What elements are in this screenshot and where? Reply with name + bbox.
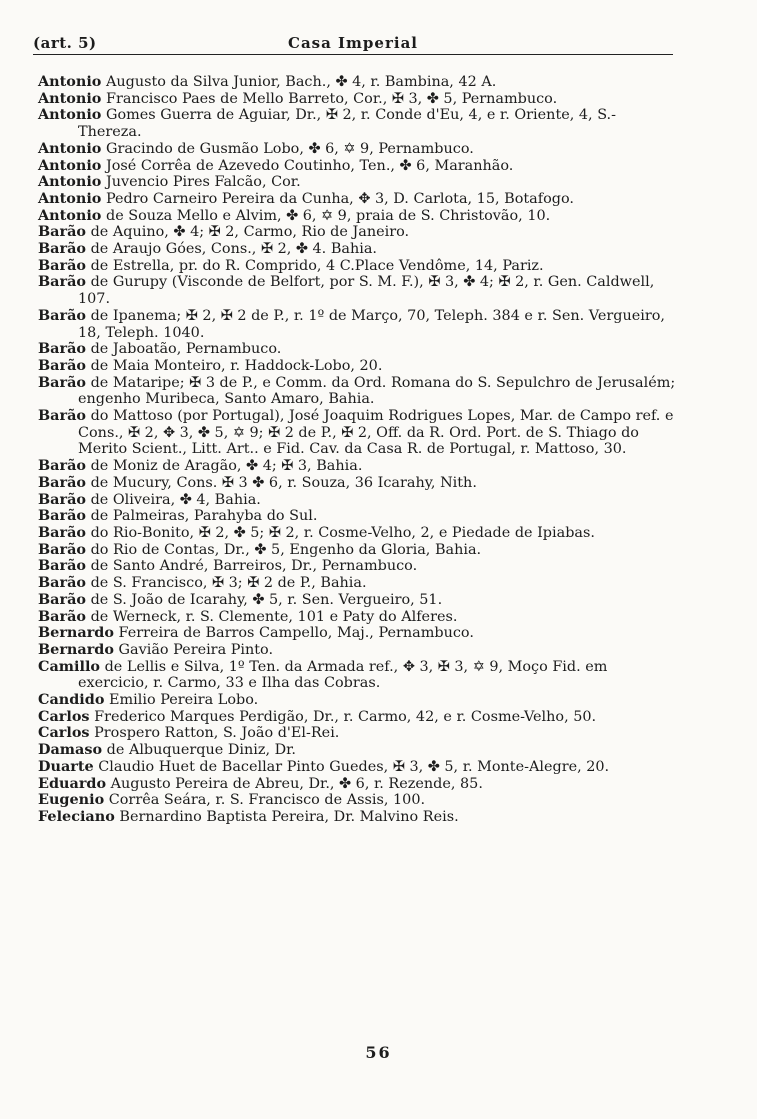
entry-text: de Mataripe; ✠ 3 de P., e Comm. da Ord. Romana do S. Sepulchro de Jerusalém; engenho Muribeca, Santo Amaro, Bahia. — [78, 374, 676, 408]
entry-name: Carlos — [38, 724, 90, 742]
entry-text: do Rio de Contas, Dr., ✤ 5, Engenho da Gloria, Bahia. — [86, 541, 482, 558]
entry-text: Emilio Pereira Lobo. — [104, 692, 259, 709]
entry-name: Barão — [38, 557, 86, 575]
entry-name: Barão — [38, 256, 86, 274]
entry-text: de Albuquerque Diniz, Dr. — [102, 742, 297, 759]
header-rule — [33, 54, 673, 55]
entry-text: Bernardino Baptista Pereira, Dr. Malvino Reis. — [114, 808, 459, 825]
entry-text: de Moniz de Aragão, ✤ 4; ✠ 3, Bahia. — [86, 458, 363, 475]
entry-name: Barão — [38, 473, 86, 491]
entry-text: Corrêa Seára, r. S. Francisco de Assis, 100. — [104, 792, 426, 809]
entry-name: Bernardo — [38, 624, 114, 642]
entry-name: Barão — [38, 490, 86, 508]
entry-text: Juvencio Pires Falcão, Cor. — [101, 174, 301, 191]
entry-name: Bernardo — [38, 640, 114, 658]
entry-name: Barão — [38, 306, 86, 324]
entry-name: Barão — [38, 540, 86, 558]
entry-list — [38, 74, 678, 826]
list-item — [38, 158, 678, 175]
entry-text: Ferreira de Barros Campello, Maj., Pernambuco. — [113, 625, 474, 642]
list-item — [38, 141, 678, 158]
list-item — [38, 208, 678, 225]
list-item — [38, 74, 678, 91]
page-title: Casa Imperial — [288, 34, 418, 52]
entry-text: Francisco Paes de Mello Barreto, Cor., ✠ 3, ✤ 5, Pernambuco. — [101, 90, 558, 107]
entry-name: Barão — [38, 273, 86, 291]
list-item — [38, 375, 678, 408]
list-item — [38, 642, 678, 659]
list-item — [38, 625, 678, 642]
list-item — [38, 659, 678, 692]
list-item — [38, 241, 678, 258]
entry-name: Eugenio — [38, 791, 105, 809]
entry-name: Damaso — [38, 741, 103, 759]
entry-name: Barão — [38, 356, 86, 374]
section-reference: (art. 5) — [33, 34, 97, 52]
list-item — [38, 776, 678, 793]
entry-name: Camillo — [38, 657, 101, 675]
entry-text: de Maia Monteiro, r. Haddock-Lobo, 20. — [86, 357, 383, 374]
entry-name: Barão — [38, 523, 86, 541]
list-item — [38, 408, 678, 458]
entry-name: Antonio — [38, 156, 102, 174]
list-item — [38, 224, 678, 241]
entry-name: Antonio — [38, 89, 102, 107]
entry-name: Barão — [38, 507, 86, 525]
list-item — [38, 358, 678, 375]
entry-name: Barão — [38, 340, 86, 358]
entry-text: de S. Francisco, ✠ 3; ✠ 2 de P., Bahia. — [86, 575, 367, 592]
entry-name: Antonio — [38, 106, 102, 124]
list-item — [38, 792, 678, 809]
entry-text: do Rio-Bonito, ✠ 2, ✤ 5; ✠ 2, r. Cosme-Velho, 2, e Piedade de Ipiabas. — [86, 524, 595, 541]
entry-name: Barão — [38, 607, 86, 625]
list-item — [38, 609, 678, 626]
entry-text: de Araujo Góes, Cons., ✠ 2, ✤ 4. Bahia. — [86, 241, 378, 258]
entry-name: Barão — [38, 373, 86, 391]
list-item — [38, 542, 678, 559]
entry-text: Prospero Ratton, S. João d'El-Rei. — [89, 725, 340, 742]
list-item — [38, 174, 678, 191]
list-item — [38, 258, 678, 275]
entry-text: de Jaboatão, Pernambuco. — [86, 341, 282, 358]
entry-name: Barão — [38, 590, 86, 608]
entry-text: de Oliveira, ✤ 4, Bahia. — [86, 491, 261, 508]
list-item — [38, 525, 678, 542]
entry-text: Gavião Pereira Pinto. — [113, 641, 274, 658]
list-item — [38, 107, 678, 140]
list-item — [38, 458, 678, 475]
list-item — [38, 725, 678, 742]
list-item — [38, 91, 678, 108]
list-item — [38, 692, 678, 709]
entry-text: de Werneck, r. S. Clemente, 101 e Paty do Alferes. — [86, 608, 458, 625]
entry-text: Augusto da Silva Junior, Bach., ✤ 4, r. Bambina, 42 A. — [101, 74, 497, 90]
list-item — [38, 558, 678, 575]
entry-name: Barão — [38, 223, 86, 241]
entry-name: Antonio — [38, 73, 102, 90]
entry-name: Antonio — [38, 139, 102, 157]
entry-name: Feleciano — [38, 807, 115, 825]
entry-text: de Estrella, pr. do R. Comprido, 4 C.Place Vendôme, 14, Pariz. — [86, 257, 544, 274]
list-item — [38, 575, 678, 592]
entry-text: de S. João de Icarahy, ✤ 5, r. Sen. Vergueiro, 51. — [86, 591, 443, 608]
entry-name: Antonio — [38, 189, 102, 207]
list-item — [38, 341, 678, 358]
list-item — [38, 191, 678, 208]
list-item — [38, 759, 678, 776]
entry-text: de Santo André, Barreiros, Dr., Pernambuco. — [86, 558, 418, 575]
list-item — [38, 709, 678, 726]
entry-text: Augusto Pereira de Abreu, Dr., ✤ 6, r. Rezende, 85. — [106, 775, 483, 792]
entry-text: de Palmeiras, Parahyba do Sul. — [86, 508, 318, 525]
entry-name: Duarte — [38, 757, 94, 775]
page-number: 56 — [365, 1043, 392, 1062]
entry-text: do Mattoso (por Portugal), José Joaquim Rodrigues Lopes, Mar. de Campo ref. e Cons., ✠ 2, ✥ 3, ✤ 5, ✡ 9; ✠ 2 de P., ✠ 2, Off. da R. Ord. Port. de S. Thiago do Merito Scient., Litt. Art.. e Fid. Cav. da Casa R. de Portugal, r. Mattoso, 30. — [78, 408, 674, 458]
entry-name: Antonio — [38, 206, 102, 224]
entry-text: de Mucury, Cons. ✠ 3 ✤ 6, r. Souza, 36 Icarahy, Nith. — [86, 474, 477, 491]
list-item — [38, 809, 678, 826]
entry-text: Pedro Carneiro Pereira da Cunha, ✥ 3, D. Carlota, 15, Botafogo. — [101, 190, 574, 207]
entry-text: José Corrêa de Azevedo Coutinho, Ten., ✤ 6, Maranhão. — [101, 157, 514, 174]
entry-name: Barão — [38, 240, 86, 258]
entry-text: de Gurupy (Visconde de Belfort, por S. M. F.), ✠ 3, ✤ 4; ✠ 2, r. Gen. Caldwell, 107. — [78, 274, 655, 308]
entry-name: Carlos — [38, 707, 90, 725]
entry-name: Candido — [38, 691, 105, 709]
list-item — [38, 274, 678, 307]
entry-text: de Souza Mello e Alvim, ✤ 6, ✡ 9, praia de S. Christovão, 10. — [101, 207, 551, 224]
list-item — [38, 492, 678, 509]
list-item — [38, 308, 678, 341]
entry-text: Gomes Guerra de Aguiar, Dr., ✠ 2, r. Conde d'Eu, 4, e r. Oriente, 4, S.-Thereza. — [78, 107, 616, 141]
entry-name: Antonio — [38, 173, 102, 191]
entry-name: Barão — [38, 407, 86, 425]
entry-name: Barão — [38, 457, 86, 475]
entry-text: de Ipanema; ✠ 2, ✠ 2 de P., r. 1º de Março, 70, Teleph. 384 e r. Sen. Vergueiro, 18, Teleph. 1040. — [78, 307, 665, 341]
list-item — [38, 475, 678, 492]
entry-text: Claudio Huet de Bacellar Pinto Guedes, ✠ 3, ✤ 5, r. Monte-Alegre, 20. — [93, 758, 610, 775]
entry-text: de Aquino, ✤ 4; ✠ 2, Carmo, Rio de Janeiro. — [86, 224, 410, 241]
entry-text: Frederico Marques Perdigão, Dr., r. Carmo, 42, e r. Cosme-Velho, 50. — [89, 708, 597, 725]
entry-name: Barão — [38, 574, 86, 592]
list-item — [38, 742, 678, 759]
page-header — [33, 34, 673, 56]
list-item — [38, 592, 678, 609]
entry-name: Eduardo — [38, 774, 107, 792]
list-item — [38, 508, 678, 525]
entry-text: Gracindo de Gusmão Lobo, ✤ 6, ✡ 9, Pernambuco. — [101, 140, 474, 157]
entry-text: de Lellis e Silva, 1º Ten. da Armada ref., ✥ 3, ✠ 3, ✡ 9, Moço Fid. em exercicio, r. Carmo, 33 e Ilha das Cobras. — [78, 658, 608, 692]
